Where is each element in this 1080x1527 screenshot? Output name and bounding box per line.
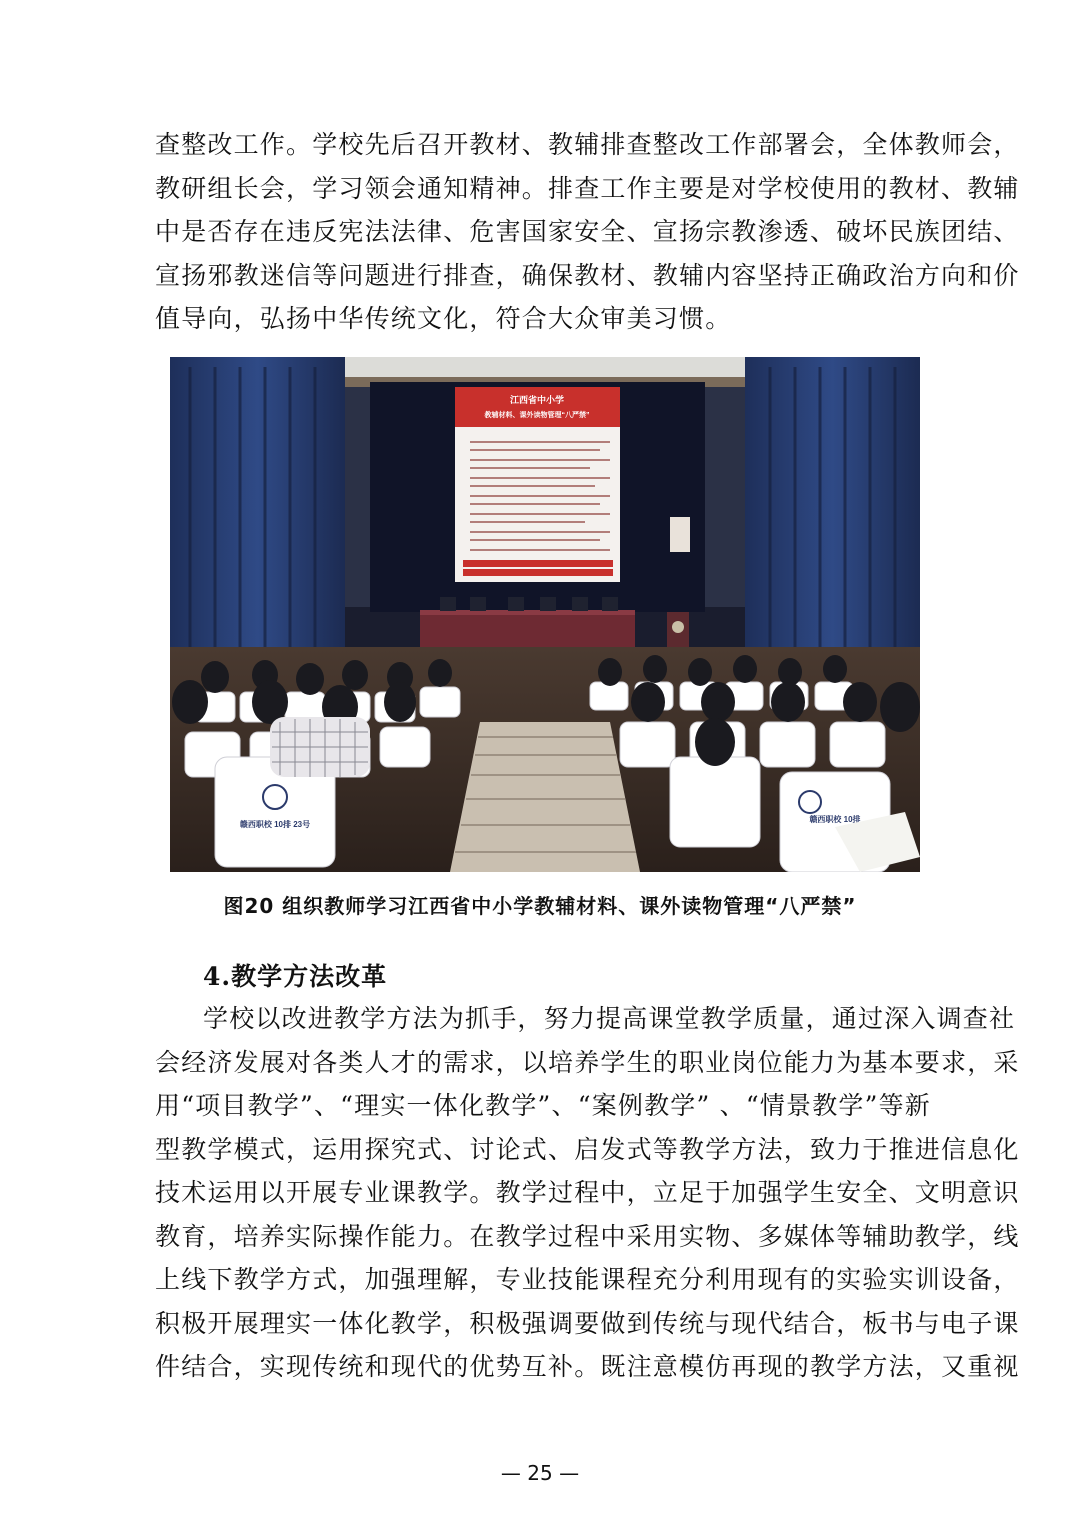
text-line: 值导向，弘扬中华传统文化，符合大众审美习惯。 (155, 304, 732, 333)
figure-caption: 图20 组织教师学习江西省中小学教辅材料、课外读物管理“八严禁” (223, 894, 857, 918)
text-line: 积极开展理实一体化教学，积极强调要做到传统与现代结合，板书与电子课 (155, 1308, 1020, 1338)
meeting-photo (170, 357, 920, 872)
page-number: — 25 — (500, 1461, 580, 1485)
slide-title-2: 教辅材料、课外读物管理“八严禁” (484, 412, 590, 419)
text-line: 用“项目教学”、“理实一体化教学”、“案例教学” 、“情景教学”等新 (155, 1091, 931, 1120)
body-paragraph-2 (155, 997, 1020, 1389)
text-line: 教研组长会，学习领会通知精神。排查工作主要是对学校使用的教材、教辅 (155, 173, 1020, 203)
slide-title-1: 江西省中小学 (509, 395, 565, 405)
seat-cover-label-2: 赣西职校 10排 (809, 815, 861, 824)
section-heading: 4.教学方法改革 (203, 962, 388, 991)
text-line: 中是否存在违反宪法法律、危害国家安全、宣扬宗教渗透、破坏民族团结、 (155, 217, 1020, 246)
text-line: 上线下教学方式，加强理解，专业技能课程充分利用现有的实验实训设备， (155, 1265, 1020, 1294)
text-line: 教育，培养实际操作能力。在教学过程中采用实物、多媒体等辅助教学，线 (155, 1221, 1020, 1251)
text-line: 学校以改进教学方法为抓手，努力提高课堂教学质量，通过深入调查社 (203, 1004, 1016, 1033)
text-line: 件结合，实现传统和现代的优势互补。既注意模仿再现的教学方法，又重视 (155, 1352, 1020, 1381)
text-line: 型教学模式，运用探究式、讨论式、启发式等教学方法，致力于推进信息化 (155, 1134, 1020, 1164)
text-line: 会经济发展对各类人才的需求，以培养学生的职业岗位能力为基本要求，采 (155, 1047, 1020, 1077)
text-line: 宣扬邪教迷信等问题进行排查，确保教材、教辅内容坚持正确政治方向和价 (155, 260, 1020, 290)
body-paragraph-1 (155, 123, 1020, 341)
text-line: 技术运用以开展专业课教学。教学过程中，立足于加强学生安全、文明意识 (155, 1178, 1020, 1207)
seat-cover-label: 赣西职校 10排 23号 (239, 820, 311, 829)
text-line: 查整改工作。学校先后召开教材、教辅排查整改工作部署会，全体教师会， (155, 130, 1020, 159)
